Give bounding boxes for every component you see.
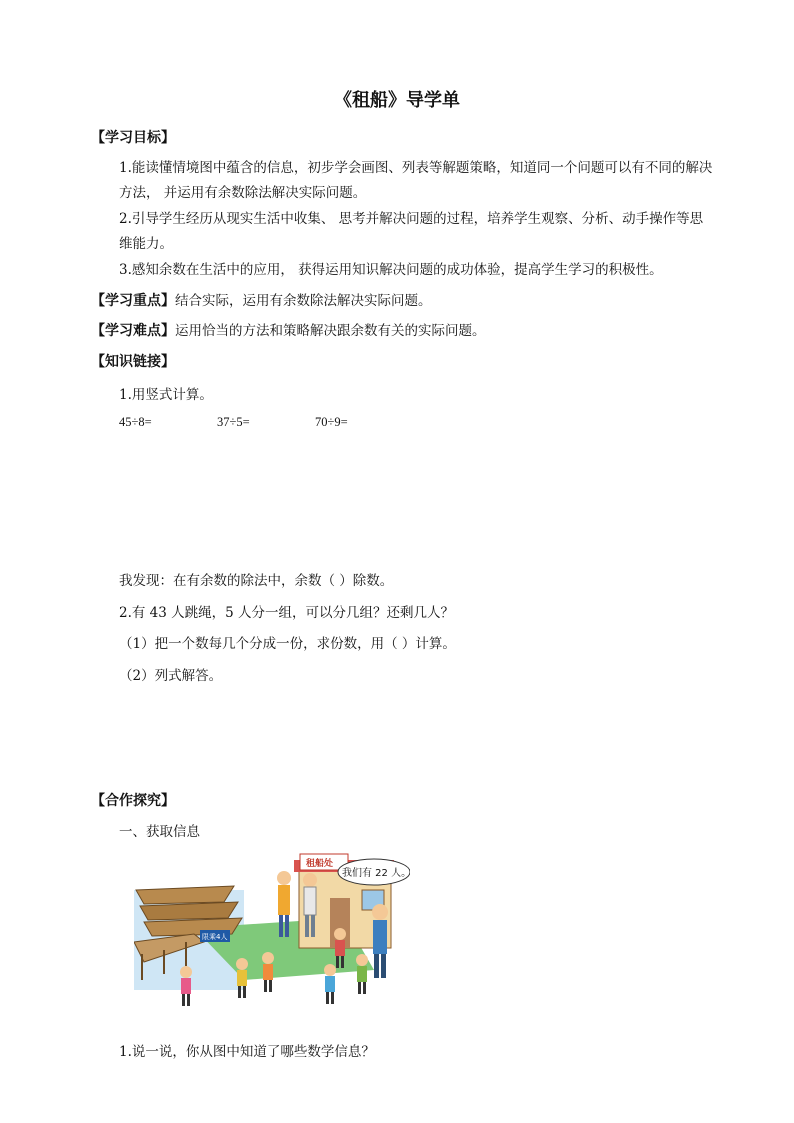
boat-limit-text: 限乘4人 [202, 933, 228, 941]
link-q2: 2.有 43 人跳绳，5 人分一组，可以分几组？还剩几人？ [119, 605, 455, 621]
link-q2-a: （1）把一个数每几个分成一份，求份数，用（ ）计算。 [119, 636, 456, 652]
child-3 [262, 952, 274, 992]
equation-3: 70÷9= [315, 415, 348, 429]
boat-rental-illustration [134, 850, 410, 1026]
goal-1-line1: 1.能读懂情境图中蕴含的信息，初步学会画图、列表等解题策略，知道同一个问题可以有不同的解决 [119, 160, 713, 176]
link-header: 【知识链接】 [91, 354, 175, 370]
goal-2-line1: 2.引导学生经历从现实生活中收集、 思考并解决问题的过程，培养学生观察、分析、动手操作等思 [119, 211, 704, 227]
equation-1: 45÷8= [119, 415, 152, 429]
difficulty-text: 运用恰当的方法和策略解决跟余数有关的实际问题。 [175, 323, 486, 339]
key-text: 结合实际，运用有余数除法解决实际问题。 [175, 293, 432, 309]
page-title: 《租船》导学单 [334, 90, 460, 111]
coop-q1: 1.说一说，你从图中知道了哪些数学信息？ [119, 1044, 375, 1060]
goals-header: 【学习目标】 [91, 130, 175, 146]
key-header: 【学习重点】 [91, 293, 175, 309]
discover-line: 我发现：在有余数的除法中，余数（ ）除数。 [119, 573, 394, 589]
key-points [91, 289, 432, 310]
teacher [372, 904, 388, 978]
difficulty-points [91, 319, 486, 340]
coop-header: 【合作探究】 [91, 793, 175, 809]
child-6 [356, 954, 368, 994]
goal-1-line2: 方法， 并运用有余数除法解决实际问题。 [119, 185, 367, 201]
equation-2: 37÷5= [217, 415, 250, 429]
coop-step1: 一、获取信息 [119, 824, 200, 840]
speech-text: 我们有 22 人。 [342, 868, 410, 879]
ground [134, 990, 410, 1026]
boat-1 [136, 886, 234, 904]
shop-sign-text: 租船处 [306, 859, 334, 869]
link-q1: 1.用竖式计算。 [119, 387, 213, 403]
link-q2-b: （2）列式解答。 [119, 668, 223, 684]
difficulty-header: 【学习难点】 [91, 323, 175, 339]
goal-3: 3.感知余数在生活中的应用， 获得运用知识解决问题的成功体验，提高学生学习的积极性。 [119, 262, 663, 278]
goal-2-line2: 维能力。 [119, 236, 173, 252]
